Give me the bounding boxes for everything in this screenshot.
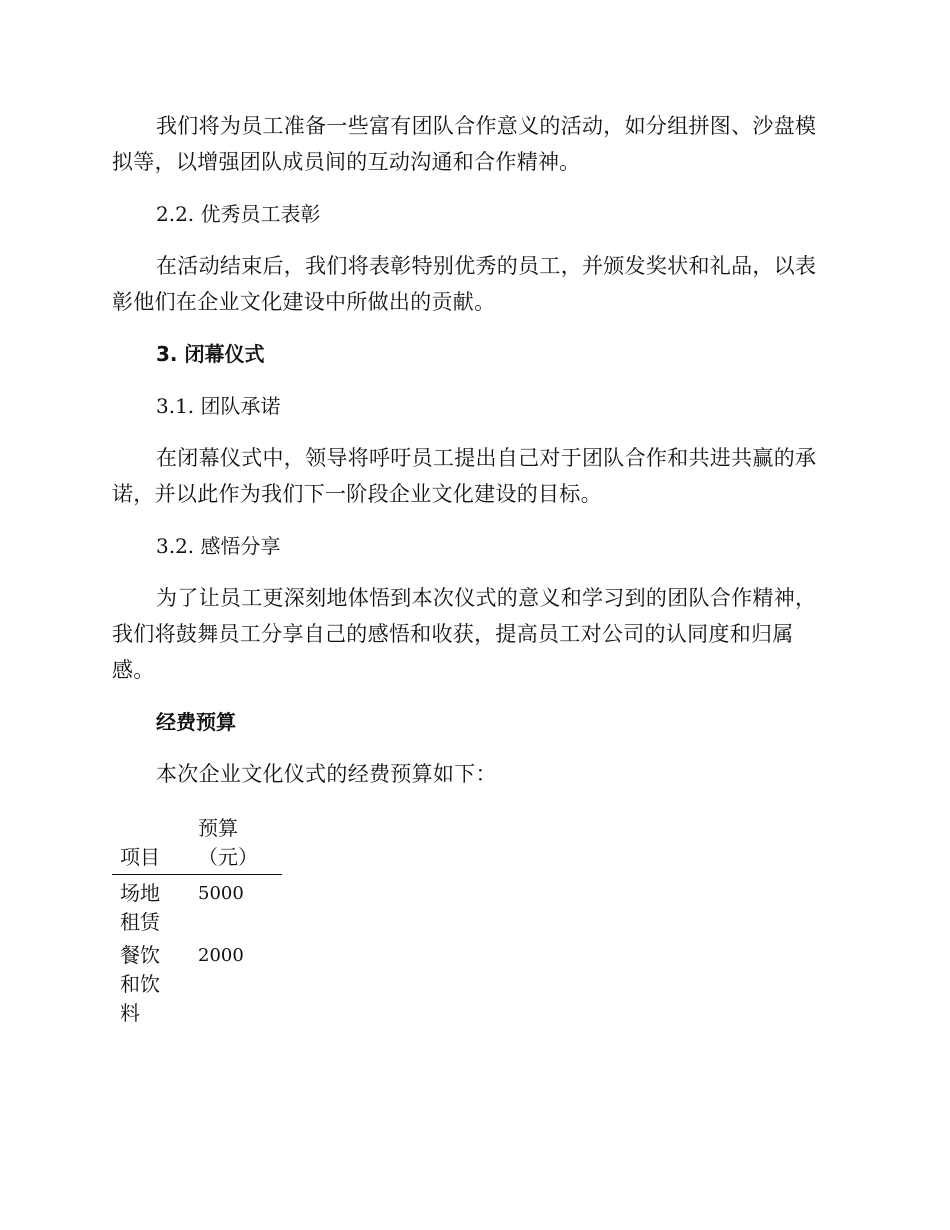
budget-item-amount: 2000	[198, 945, 244, 966]
paragraph-budget-intro: 本次企业文化仪式的经费预算如下：	[156, 762, 497, 786]
paragraph-recognition: 在活动结束后，我们将表彰特别优秀的员工，并颁发奖状和礼品，以表彰他们在企业文化建设中所做出的贡献。	[112, 254, 817, 314]
paragraph-sharing: 为了让员工更深刻地体悟到本次仪式的意义和学习到的团队合作精神，我们将鼓舞员工分享自己的感悟和收获，提高员工对公司的认同度和归属感。	[112, 586, 817, 682]
budget-item-name: 餐饮和饮料	[120, 943, 160, 1025]
budget-table-header-budget: 预算（元）	[198, 814, 282, 875]
budget-item-amount: 5000	[198, 883, 244, 904]
budget-table-header-row	[112, 814, 282, 875]
paragraph-activities: 我们将为员工准备一些富有团队合作意义的活动，如分组拼图、沙盘模拟等，以增强团队成员间的互动沟通和合作精神。	[112, 114, 817, 174]
table-row	[112, 937, 282, 1028]
budget-table-header-item: 项目	[112, 814, 198, 875]
section-heading-3-2: 3.2. 感悟分享	[156, 534, 281, 558]
section-heading-3: 3. 闭幕仪式	[156, 342, 265, 366]
document-page	[112, 108, 832, 1028]
section-heading-budget: 经费预算	[156, 710, 236, 734]
paragraph-commitment: 在闭幕仪式中，领导将呼吁员工提出自己对于团队合作和共进共赢的承诺，并以此作为我们下一阶段企业文化建设的目标。	[112, 446, 817, 506]
section-heading-3-1: 3.1. 团队承诺	[156, 394, 281, 418]
budget-item-name: 场地租赁	[120, 881, 160, 934]
section-heading-2-2: 2.2. 优秀员工表彰	[156, 202, 321, 226]
table-row	[112, 875, 282, 938]
budget-table	[112, 814, 282, 1028]
